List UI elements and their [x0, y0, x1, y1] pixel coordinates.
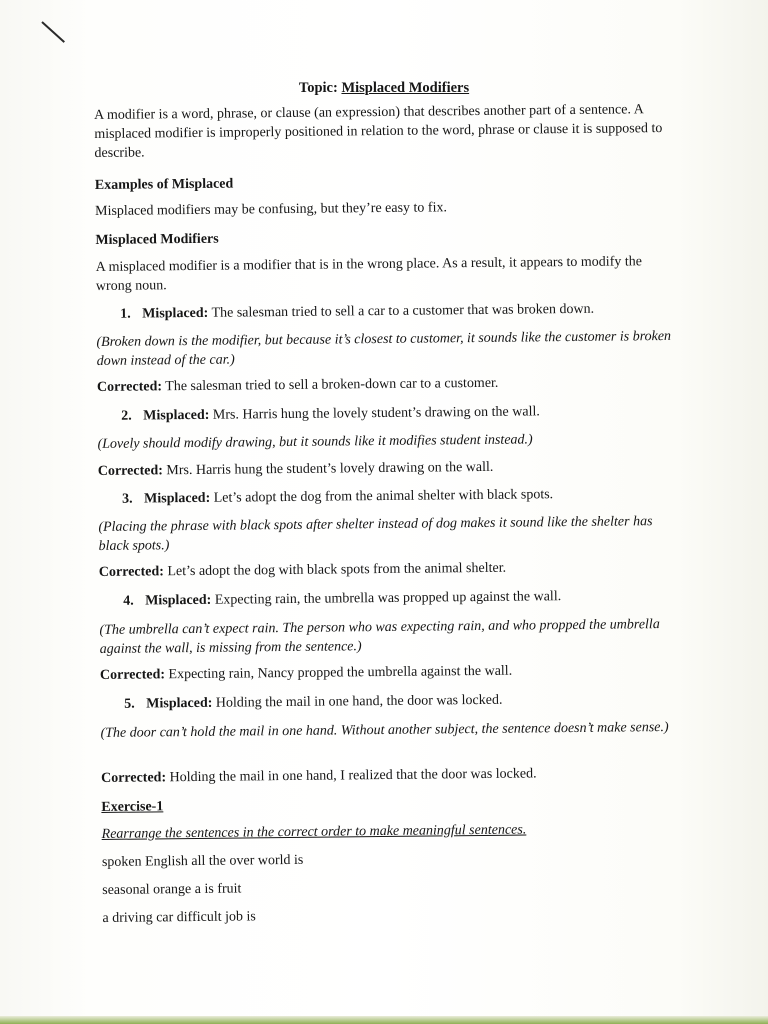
explanation-4: (The umbrella can’t expect rain. The person who was expecting rain, and who propped the umbrella against the wall, is missing from the sentence.) — [99, 617, 660, 657]
explanation-2: (Lovely should modify drawing, but it sounds like it modifies student instead.) — [97, 432, 533, 452]
misplaced-sentence: The salesman tried to sell a car to a customer that was broken down. — [211, 301, 595, 321]
misplaced-modifier-definition: A misplaced modifier is a modifier that is in the wrong place. As a result, it appears to modify the wrong noun. — [95, 254, 643, 294]
intro-paragraph: A modifier is a word, phrase, or clause (an expression) that describes another part of a sentence. A misplaced modifier is improperly positioned in relation to the word, phrase or clause it is supposed to describe. — [94, 102, 663, 161]
title-prefix: Topic: — [298, 80, 342, 96]
exercise-line-3: a driving car difficult job is — [102, 909, 256, 926]
title-topic: Misplaced Modifiers — [341, 80, 470, 96]
misplaced-label: Misplaced: — [143, 407, 210, 424]
corrected-label: Corrected: — [99, 667, 166, 683]
explanation-1: (Broken down is the modifier, but because it’s closest to customer, it sounds like the customer is broken down instead of the car.) — [96, 328, 672, 369]
misplaced-label: Misplaced: — [146, 695, 213, 712]
misplaced-sentence: Let’s adopt the dog from the animal shelter with black spots. — [213, 487, 554, 506]
item-number: 3. — [122, 491, 133, 507]
misplaced-sentence: Expecting rain, the umbrella was propped up against the wall. — [214, 589, 562, 608]
corrected-3 — [99, 557, 683, 582]
example-item-5 — [100, 689, 708, 714]
example-item-1 — [96, 299, 704, 324]
exercise-line-1: spoken English all the over world is — [101, 852, 304, 870]
explanation-5: (The door can’t hold the mail in one hand. Without another subject, the sentence doesn’t make sense.) — [100, 720, 669, 741]
corrected-sentence: The salesman tried to sell a broken-down car to a customer. — [165, 375, 499, 395]
misplaced-label: Misplaced: — [142, 305, 209, 322]
corrected-sentence: Expecting rain, Nancy propped the umbrella against the wall. — [168, 663, 513, 683]
item-number: 2. — [121, 408, 132, 424]
misplaced-label: Misplaced: — [144, 490, 211, 507]
exercise-heading: Exercise-1 — [101, 799, 164, 815]
item-number: 1. — [120, 306, 131, 322]
corrected-label: Corrected: — [100, 770, 167, 786]
example-item-4 — [99, 586, 707, 611]
example-item-3 — [98, 484, 706, 509]
example-item-2 — [97, 401, 705, 426]
document-body — [94, 100, 678, 926]
corrected-sentence: Mrs. Harris hung the student’s lovely drawing on the wall. — [166, 459, 494, 479]
exercise-instruction: Rearrange the sentences in the correct order to make meaningful sentences. — [101, 822, 527, 842]
examples-text: Misplaced modifiers may be confusing, but they’re easy to fix. — [95, 200, 448, 219]
corrected-label: Corrected: — [97, 463, 163, 479]
page-bottom-edge — [0, 1016, 768, 1024]
corrected-4 — [100, 660, 684, 685]
exercise-line-2: seasonal orange a is fruit — [102, 881, 242, 898]
explanation-3: (Placing the phrase with black spots after shelter instead of dog makes it sound like the shelter has black spots.) — [98, 514, 653, 554]
corrected-label: Corrected: — [96, 379, 163, 395]
corrected-label: Corrected: — [98, 564, 165, 580]
page-title — [0, 80, 768, 97]
examples-heading: Examples of Misplaced — [94, 176, 234, 193]
misplaced-label: Misplaced: — [145, 592, 212, 609]
item-number: 4. — [123, 593, 134, 609]
misplaced-sentence: Holding the mail in one hand, the door was locked. — [215, 692, 503, 711]
misplaced-modifiers-heading: Misplaced Modifiers — [95, 231, 219, 248]
corrected-2 — [98, 456, 682, 481]
corrected-sentence: Let’s adopt the dog with black spots from the animal shelter. — [167, 560, 507, 580]
corrected-sentence: Holding the mail in one hand, I realized that the door was locked. — [169, 766, 537, 786]
pen-mark — [41, 21, 65, 43]
corrected-5 — [101, 763, 685, 788]
misplaced-sentence: Mrs. Harris hung the lovely student’s drawing on the wall. — [212, 404, 540, 423]
item-number: 5. — [124, 696, 135, 712]
corrected-1 — [97, 372, 681, 397]
